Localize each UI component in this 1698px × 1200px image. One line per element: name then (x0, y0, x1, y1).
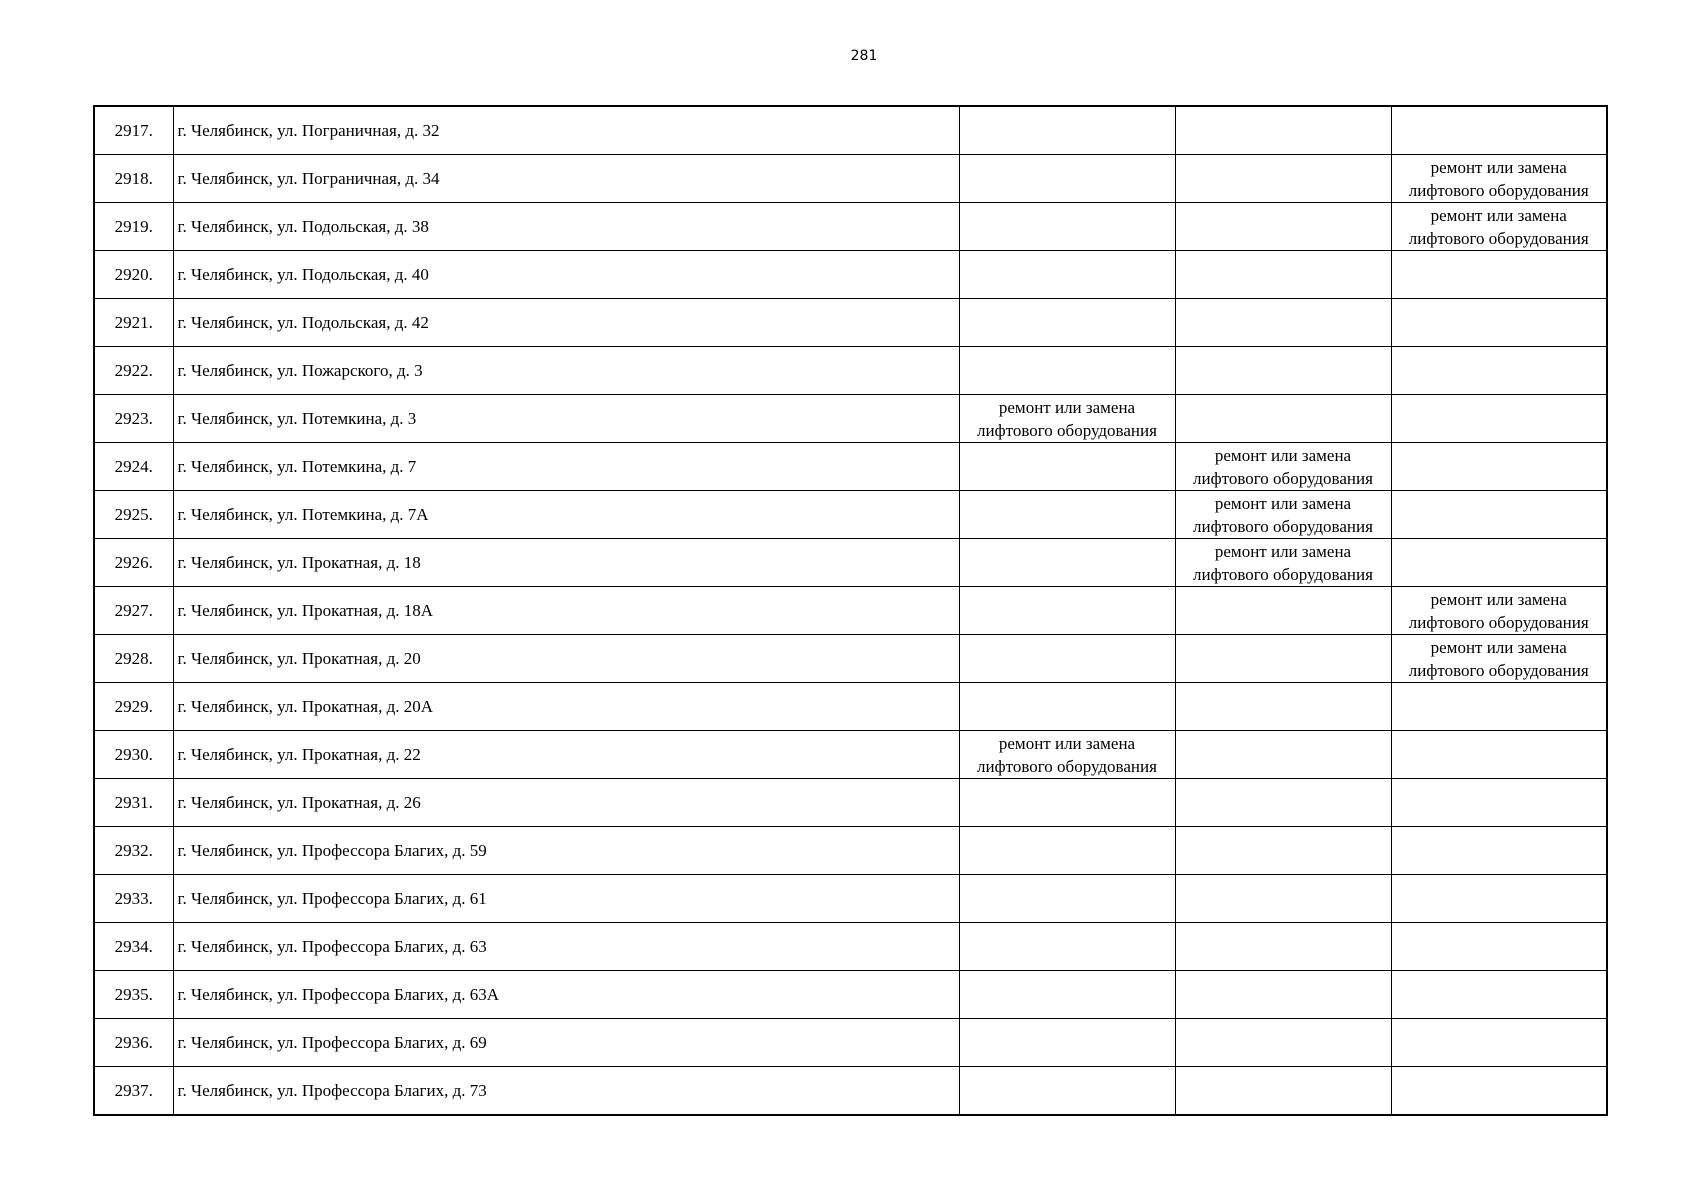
work-cell-col3 (1391, 875, 1607, 923)
row-number: 2919. (94, 203, 173, 251)
address-cell: г. Челябинск, ул. Прокатная, д. 18А (173, 587, 959, 635)
row-number: 2935. (94, 971, 173, 1019)
work-type-text: ремонт или замена лифтового оборудования (1408, 637, 1589, 680)
row-number: 2936. (94, 1019, 173, 1067)
address-cell: г. Челябинск, ул. Прокатная, д. 26 (173, 779, 959, 827)
work-cell-col1 (959, 155, 1175, 203)
row-number: 2931. (94, 779, 173, 827)
table-row (94, 106, 1607, 155)
work-cell-col2 (1175, 635, 1391, 683)
work-cell-col1 (959, 106, 1175, 155)
work-cell-col2 (1175, 491, 1391, 539)
address-cell: г. Челябинск, ул. Профессора Благих, д. 63А (173, 971, 959, 1019)
work-cell-col2 (1175, 971, 1391, 1019)
work-type-text: ремонт или замена лифтового оборудования (1408, 589, 1589, 632)
work-cell-col1 (959, 203, 1175, 251)
address-cell: г. Челябинск, ул. Потемкина, д. 3 (173, 395, 959, 443)
address-cell: г. Челябинск, ул. Прокатная, д. 18 (173, 539, 959, 587)
address-cell: г. Челябинск, ул. Пожарского, д. 3 (173, 347, 959, 395)
work-cell-col3 (1391, 683, 1607, 731)
row-number: 2920. (94, 251, 173, 299)
work-cell-col1 (959, 1019, 1175, 1067)
work-cell-col3 (1391, 299, 1607, 347)
work-cell-col3 (1391, 1067, 1607, 1116)
work-cell-col3 (1391, 539, 1607, 587)
row-number: 2937. (94, 1067, 173, 1116)
address-cell: г. Челябинск, ул. Подольская, д. 38 (173, 203, 959, 251)
work-cell-col2 (1175, 1067, 1391, 1116)
address-cell: г. Челябинск, ул. Потемкина, д. 7 (173, 443, 959, 491)
work-cell-col3 (1391, 203, 1607, 251)
row-number: 2921. (94, 299, 173, 347)
row-number: 2926. (94, 539, 173, 587)
address-cell: г. Челябинск, ул. Потемкина, д. 7А (173, 491, 959, 539)
work-cell-col1 (959, 779, 1175, 827)
work-cell-col1 (959, 347, 1175, 395)
work-type-text: ремонт или замена лифтового оборудования (977, 733, 1157, 776)
work-cell-col3 (1391, 731, 1607, 779)
work-cell-col1 (959, 683, 1175, 731)
work-cell-col2 (1175, 106, 1391, 155)
work-cell-col2 (1175, 779, 1391, 827)
work-cell-col2 (1175, 1019, 1391, 1067)
work-cell-col3 (1391, 827, 1607, 875)
work-cell-col2 (1175, 923, 1391, 971)
table-row (94, 971, 1607, 1019)
work-cell-col2 (1175, 203, 1391, 251)
address-cell: г. Челябинск, ул. Подольская, д. 42 (173, 299, 959, 347)
work-cell-col2 (1175, 347, 1391, 395)
address-cell: г. Челябинск, ул. Профессора Благих, д. 63 (173, 923, 959, 971)
work-type-text: ремонт или замена лифтового оборудования (1193, 445, 1373, 488)
work-cell-col1 (959, 1067, 1175, 1116)
table-row (94, 827, 1607, 875)
work-cell-col3 (1391, 923, 1607, 971)
work-cell-col3 (1391, 106, 1607, 155)
work-cell-col2 (1175, 395, 1391, 443)
row-number: 2918. (94, 155, 173, 203)
row-number: 2930. (94, 731, 173, 779)
work-cell-col2 (1175, 827, 1391, 875)
row-number: 2934. (94, 923, 173, 971)
table-row (94, 395, 1607, 443)
work-cell-col2 (1175, 587, 1391, 635)
row-number: 2917. (94, 106, 173, 155)
work-cell-col1 (959, 299, 1175, 347)
work-cell-col2 (1175, 299, 1391, 347)
table-row (94, 203, 1607, 251)
work-cell-col1 (959, 251, 1175, 299)
work-cell-col1 (959, 827, 1175, 875)
row-number: 2933. (94, 875, 173, 923)
page-number: 281 (850, 48, 878, 64)
work-cell-col1 (959, 587, 1175, 635)
work-cell-col1 (959, 395, 1175, 443)
row-number: 2924. (94, 443, 173, 491)
address-cell: г. Челябинск, ул. Профессора Благих, д. 69 (173, 1019, 959, 1067)
table-row (94, 731, 1607, 779)
work-cell-col1 (959, 971, 1175, 1019)
work-cell-col3 (1391, 443, 1607, 491)
row-number: 2932. (94, 827, 173, 875)
work-cell-col1 (959, 491, 1175, 539)
work-cell-col2 (1175, 539, 1391, 587)
address-cell: г. Челябинск, ул. Подольская, д. 40 (173, 251, 959, 299)
table-row (94, 923, 1607, 971)
work-type-text: ремонт или замена лифтового оборудования (1408, 205, 1589, 248)
table-row (94, 491, 1607, 539)
address-cell: г. Челябинск, ул. Профессора Благих, д. 61 (173, 875, 959, 923)
work-cell-col3 (1391, 251, 1607, 299)
table-row (94, 635, 1607, 683)
row-number: 2929. (94, 683, 173, 731)
address-cell: г. Челябинск, ул. Пограничная, д. 34 (173, 155, 959, 203)
table-row (94, 251, 1607, 299)
work-cell-col1 (959, 443, 1175, 491)
row-number: 2922. (94, 347, 173, 395)
row-number: 2925. (94, 491, 173, 539)
address-cell: г. Челябинск, ул. Профессора Благих, д. 73 (173, 1067, 959, 1116)
work-type-text: ремонт или замена лифтового оборудования (1193, 493, 1373, 536)
work-cell-col1 (959, 731, 1175, 779)
row-number: 2923. (94, 395, 173, 443)
address-cell: г. Челябинск, ул. Прокатная, д. 20 (173, 635, 959, 683)
work-cell-col3 (1391, 1019, 1607, 1067)
address-cell: г. Челябинск, ул. Пограничная, д. 32 (173, 106, 959, 155)
row-number: 2927. (94, 587, 173, 635)
table-row (94, 587, 1607, 635)
work-cell-col3 (1391, 587, 1607, 635)
work-cell-col2 (1175, 251, 1391, 299)
work-cell-col1 (959, 539, 1175, 587)
work-cell-col3 (1391, 395, 1607, 443)
work-cell-col2 (1175, 875, 1391, 923)
work-cell-col1 (959, 875, 1175, 923)
address-cell: г. Челябинск, ул. Прокатная, д. 20А (173, 683, 959, 731)
work-type-text: ремонт или замена лифтового оборудования (1193, 541, 1373, 584)
work-type-text: ремонт или замена лифтового оборудования (977, 397, 1157, 440)
table-row (94, 1019, 1607, 1067)
table-row (94, 683, 1607, 731)
row-number: 2928. (94, 635, 173, 683)
work-cell-col3 (1391, 491, 1607, 539)
address-cell: г. Челябинск, ул. Прокатная, д. 22 (173, 731, 959, 779)
work-cell-col1 (959, 635, 1175, 683)
table-row (94, 779, 1607, 827)
table-row (94, 1067, 1607, 1116)
address-cell: г. Челябинск, ул. Профессора Благих, д. 59 (173, 827, 959, 875)
table-row (94, 875, 1607, 923)
table-row (94, 299, 1607, 347)
work-cell-col3 (1391, 779, 1607, 827)
table-row (94, 347, 1607, 395)
work-cell-col3 (1391, 635, 1607, 683)
address-table (93, 105, 1608, 1116)
table-row (94, 539, 1607, 587)
work-cell-col3 (1391, 971, 1607, 1019)
table-row (94, 155, 1607, 203)
work-cell-col2 (1175, 731, 1391, 779)
work-type-text: ремонт или замена лифтового оборудования (1408, 157, 1589, 200)
work-cell-col1 (959, 923, 1175, 971)
work-cell-col3 (1391, 155, 1607, 203)
work-cell-col2 (1175, 443, 1391, 491)
work-cell-col2 (1175, 683, 1391, 731)
address-table-body (94, 106, 1607, 1115)
work-cell-col2 (1175, 155, 1391, 203)
work-cell-col3 (1391, 347, 1607, 395)
table-row (94, 443, 1607, 491)
